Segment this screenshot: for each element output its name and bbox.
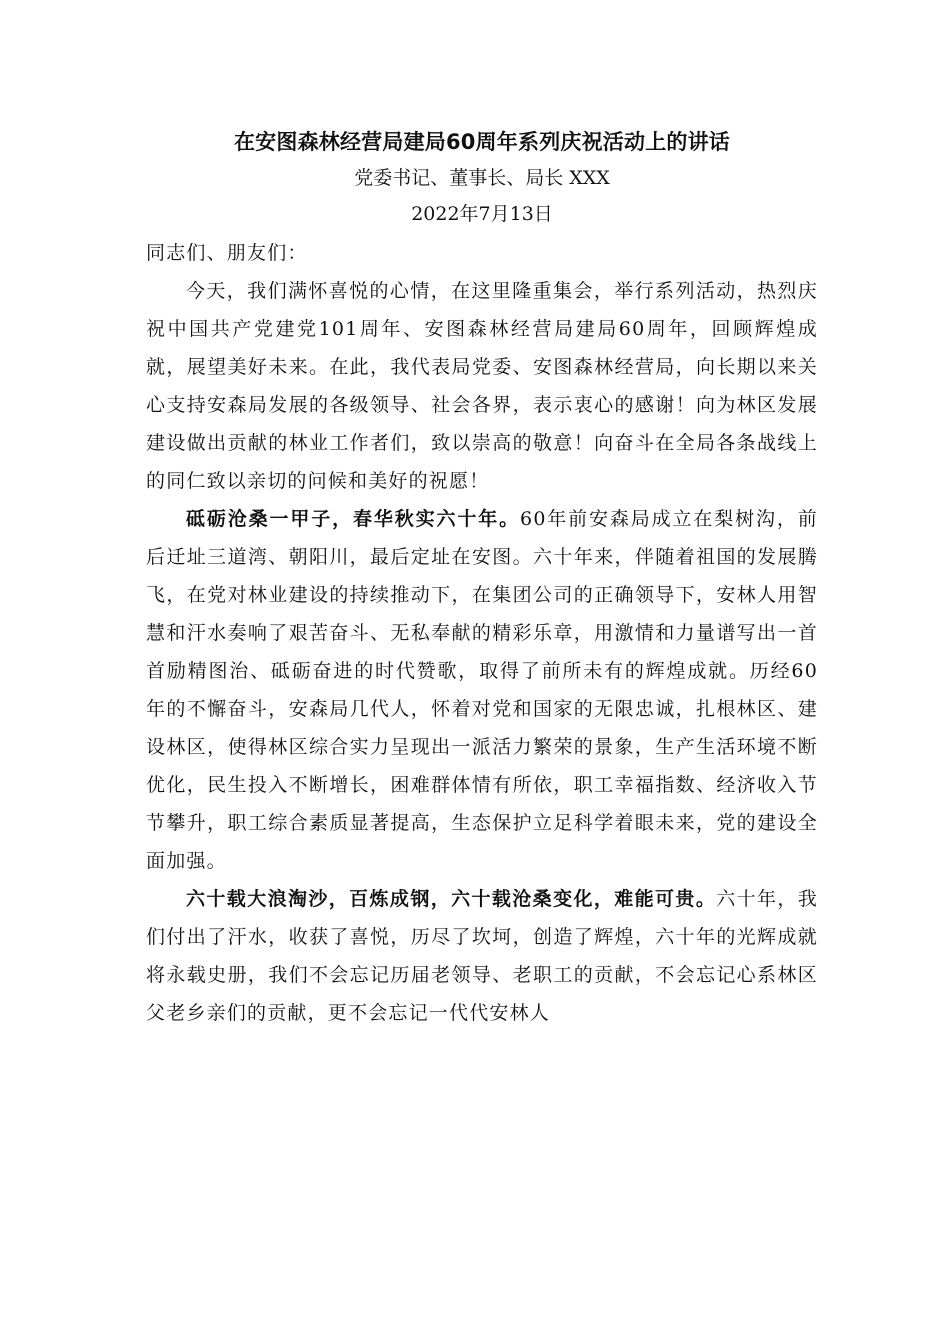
paragraph-text: 60年前安森局成立在梨树沟，前后迁址三道湾、朝阳川，最后定址在安图。六十年来，伴随着祖国的发展腾飞，在党对林业建设的持续推动下，在集团公司的正确领导下，安林人用智慧和汗水奏响了艰苦奋斗、无私奉献的精彩乐章，用激情和力量谱写出一首首励精图治、砥砺奋进的时代赞歌，取得了前所未有的辉煌成就。历经60年的不懈奋斗，安森局几代人，怀着对党和国家的无限忠诚，扎根林区、建设林区，使得林区综合实力呈现出一派活力繁荣的景象，生产生活环境不断优化，民生投入不断增长，困难群体情有所依，职工幸福指数、经济收入节节攀升，职工综合素质显著提高，生态保护立足科学着眼未来，党的建设全面加强。 — [146, 508, 818, 872]
body-paragraph — [146, 272, 818, 500]
paragraph-lead: 六十载大浪淘沙，百炼成钢，六十载沧桑变化，难能可贵。 — [186, 888, 717, 910]
speaker-line: 党委书记、董事长、局长 XXX — [354, 167, 610, 189]
body-paragraph — [146, 500, 818, 880]
document-title: 在安图森林经营局建局60周年系列庆祝活动上的讲话 — [233, 130, 731, 154]
body-paragraph — [146, 880, 818, 1032]
salutation: 同志们、朋友们： — [146, 242, 308, 264]
paragraph-text: 六十年，我们付出了汗水，收获了喜悦，历尽了坎坷，创造了辉煌，六十年的光辉成就将永载史册，我们不会忘记历届老领导、老职工的贡献，不会忘记心系林区父老乡亲们的贡献，更不会忘记一代代安林人 — [146, 888, 818, 1024]
paragraph-lead: 砥砺沧桑一甲子，春华秋实六十年。 — [186, 508, 521, 530]
paragraph-text: 今天，我们满怀喜悦的心情，在这里隆重集会，举行系列活动，热烈庆祝中国共产党建党101周年、安图森林经营局建局60周年，回顾辉煌成就，展望美好未来。在此，我代表局党委、安图森林经营局，向长期以来关心支持安森局发展的各级领导、社会各界，表示衷心的感谢！向为林区发展建设做出贡献的林业工作者们，致以崇高的敬意！向奋斗在全局各条战线上的同仁致以亲切的问候和美好的祝愿！ — [146, 280, 818, 492]
speech-date: 2022年7月13日 — [411, 203, 553, 225]
